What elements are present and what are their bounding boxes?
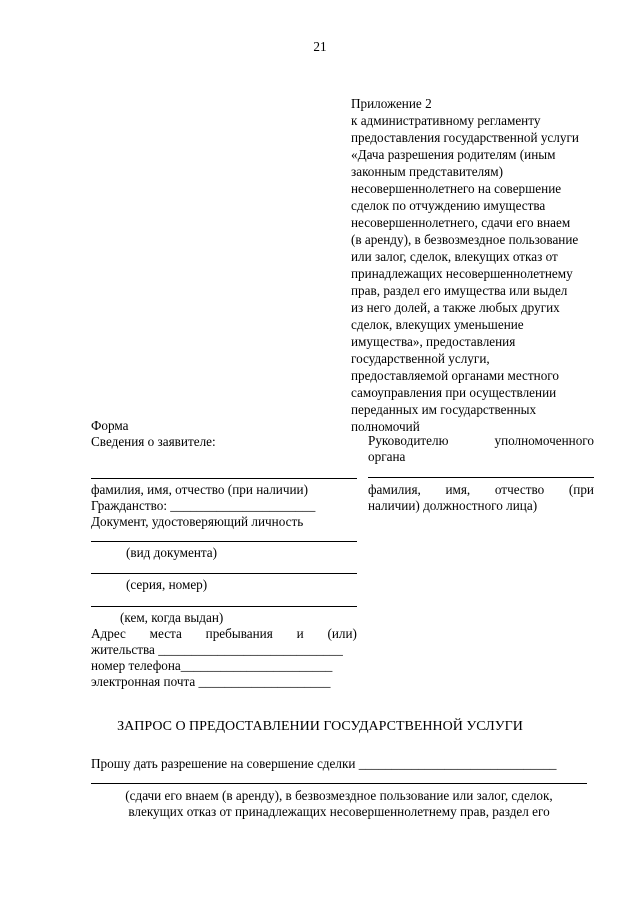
applicant-heading: Сведения о заявителе:: [91, 434, 216, 449]
residence-field: жительства ____________________________: [91, 642, 343, 657]
request-caption-1: (сдачи его внаем (в аренду), в безвозмездное пользование или залог, сделок,: [125, 788, 553, 803]
recipient-word: Руководителю: [368, 433, 449, 448]
series-caption: (серия, номер): [126, 577, 208, 592]
appendix-line: имущества», предоставления: [351, 334, 516, 349]
applicant-name-caption: фамилия, имя, отчество (при наличии): [91, 482, 309, 497]
address-word: Адрес: [91, 626, 126, 641]
recipient-caption-word: фамилия,: [368, 482, 421, 497]
doc-type-line: [91, 541, 357, 542]
appendix-line: несовершеннолетнего на совершение: [351, 181, 562, 196]
appendix-line: к административному регламенту: [351, 113, 541, 128]
address-word: (или): [327, 626, 357, 641]
appendix-line: (в аренду), в безвозмездное пользование: [351, 232, 579, 247]
recipient-name-line: [368, 477, 594, 478]
request-title: ЗАПРОС О ПРЕДОСТАВЛЕНИИ ГОСУДАРСТВЕННОЙ УСЛУГИ: [117, 719, 523, 734]
series-line: [91, 573, 357, 574]
appendix-line: предоставления государственной услуги: [351, 130, 579, 145]
recipient-word: уполномоченного: [494, 433, 594, 448]
address-word: пребывания: [205, 626, 273, 641]
phone-field: номер телефона_______________________: [91, 658, 333, 673]
appendix-block: [351, 95, 579, 435]
issued-caption: (кем, когда выдан): [120, 610, 224, 625]
recipient-caption-2: наличии) должностного лица): [368, 498, 538, 513]
recipient-organ: органа: [368, 449, 406, 464]
appendix-line: принадлежащих несовершеннолетнему: [351, 266, 573, 281]
appendix-line: полномочий: [351, 419, 420, 434]
citizenship-field: Гражданство: ______________________: [91, 498, 316, 513]
recipient-caption-word: имя,: [445, 482, 471, 497]
page-number: 21: [313, 39, 327, 54]
appendix-line: самоуправления при осуществлении: [351, 385, 557, 400]
appendix-line: сделок, влекущих уменьшение: [351, 317, 524, 332]
recipient-caption-word: отчество: [494, 482, 545, 497]
appendix-line: государственной услуги,: [351, 351, 490, 366]
address-label: [91, 625, 357, 642]
address-word: места: [149, 626, 182, 641]
appendix-line: сделок по отчуждению имущества: [351, 198, 546, 213]
address-word: и: [296, 626, 304, 641]
recipient-caption-word: (при: [568, 482, 594, 497]
recipient-caption: [368, 481, 594, 498]
doc-type-caption: (вид документа): [126, 545, 218, 560]
request-deal-line: [91, 783, 587, 784]
document-label: Документ, удостоверяющий личность: [91, 514, 304, 529]
applicant-name-line: [91, 478, 357, 479]
issued-line: [91, 606, 357, 607]
appendix-line: законным представителям): [351, 164, 503, 179]
appendix-line: прав, раздел его имущества или выдел: [351, 283, 568, 298]
appendix-line: «Дача разрешения родителям (иным: [351, 147, 556, 162]
appendix-line: или залог, сделок, влекущих отказ от: [351, 249, 558, 264]
appendix-line: Приложение 2: [351, 96, 432, 111]
request-caption-2: влекущих отказ от принадлежащих несовершеннолетнему прав, раздел его: [128, 804, 550, 819]
recipient-heading: [368, 432, 594, 449]
appendix-line: несовершеннолетнего, сдачи его внаем: [351, 215, 571, 230]
appendix-line: предоставляемой органами местного: [351, 368, 559, 383]
form-label: Форма: [91, 418, 129, 433]
appendix-line: переданных им государственных: [351, 402, 537, 417]
request-line: Прошу дать разрешение на совершение сделки ______________________________: [91, 756, 557, 771]
appendix-line: из него долей, а также любых других: [351, 300, 560, 315]
email-field: электронная почта ____________________: [91, 674, 331, 689]
